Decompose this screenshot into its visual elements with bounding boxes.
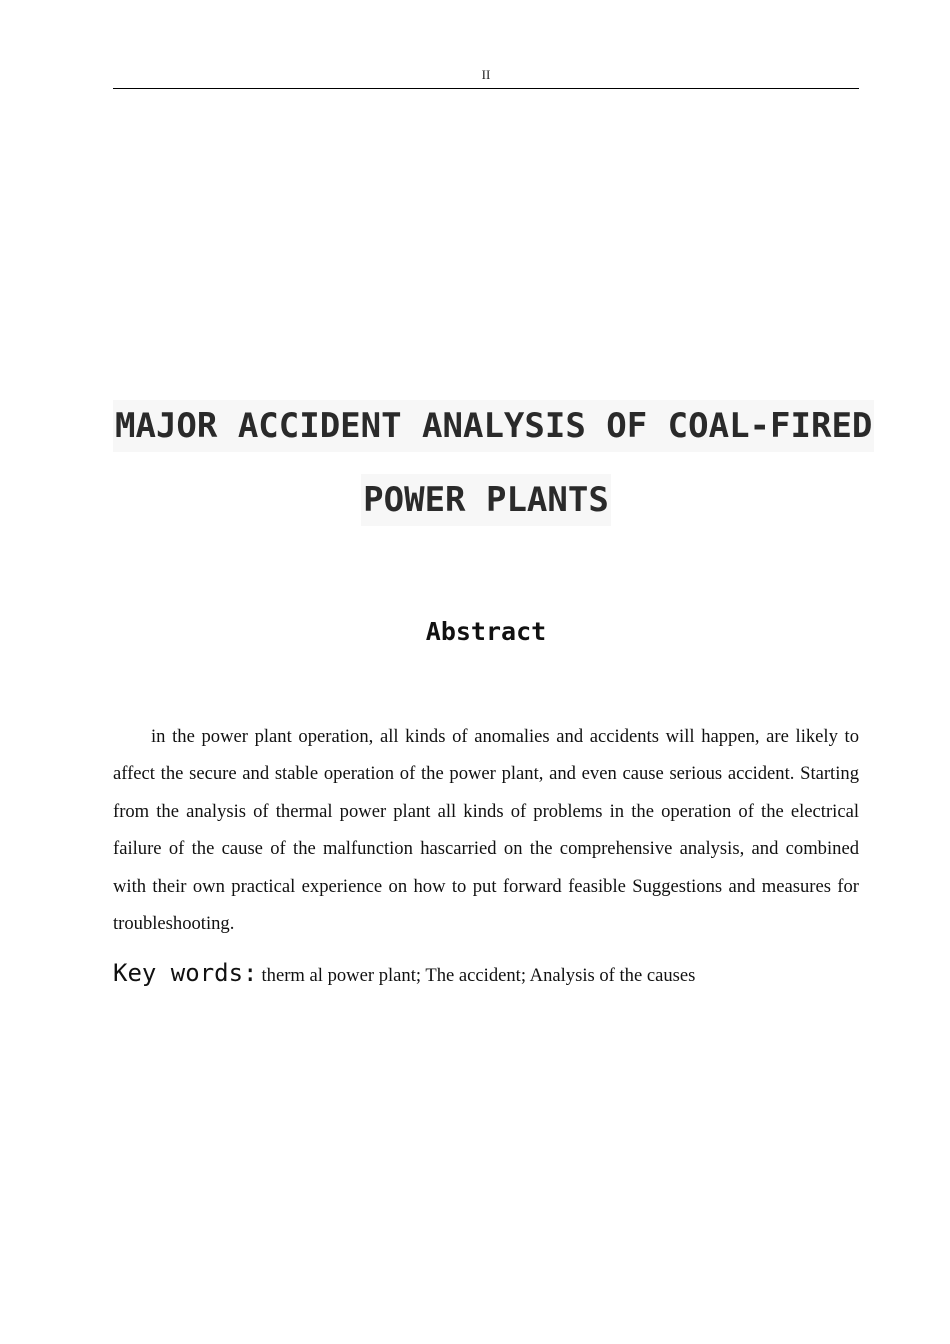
keywords-label: Key words: [113, 959, 244, 987]
keywords-text: therm al power plant; The accident; Analysis of the causes: [261, 965, 696, 986]
abstract-heading: Abstract: [425, 617, 547, 646]
keywords-separator: :: [243, 959, 258, 987]
keywords-line: [113, 954, 859, 996]
title-line-2: POWER PLANTS: [361, 474, 611, 526]
page-header: [113, 66, 859, 89]
page-number: II: [481, 67, 491, 82]
title-line-1: MAJOR ACCIDENT ANALYSIS OF COAL-FIRED: [113, 400, 874, 452]
abstract-body: in the power plant operation, all kinds of anomalies and accidents will happen, are likely to affect the secure and stable operation of the power plant, and even cause serious accident. Starting from the analysis of thermal power plant all kinds of problems in the operation of the electrical failure of the cause of the malfunction hascarried on the comprehensive analysis, and combined with their own practical experience on how to put forward feasible Suggestions and measures for troubleshooting.: [113, 726, 859, 935]
thesis-title: [113, 400, 873, 526]
